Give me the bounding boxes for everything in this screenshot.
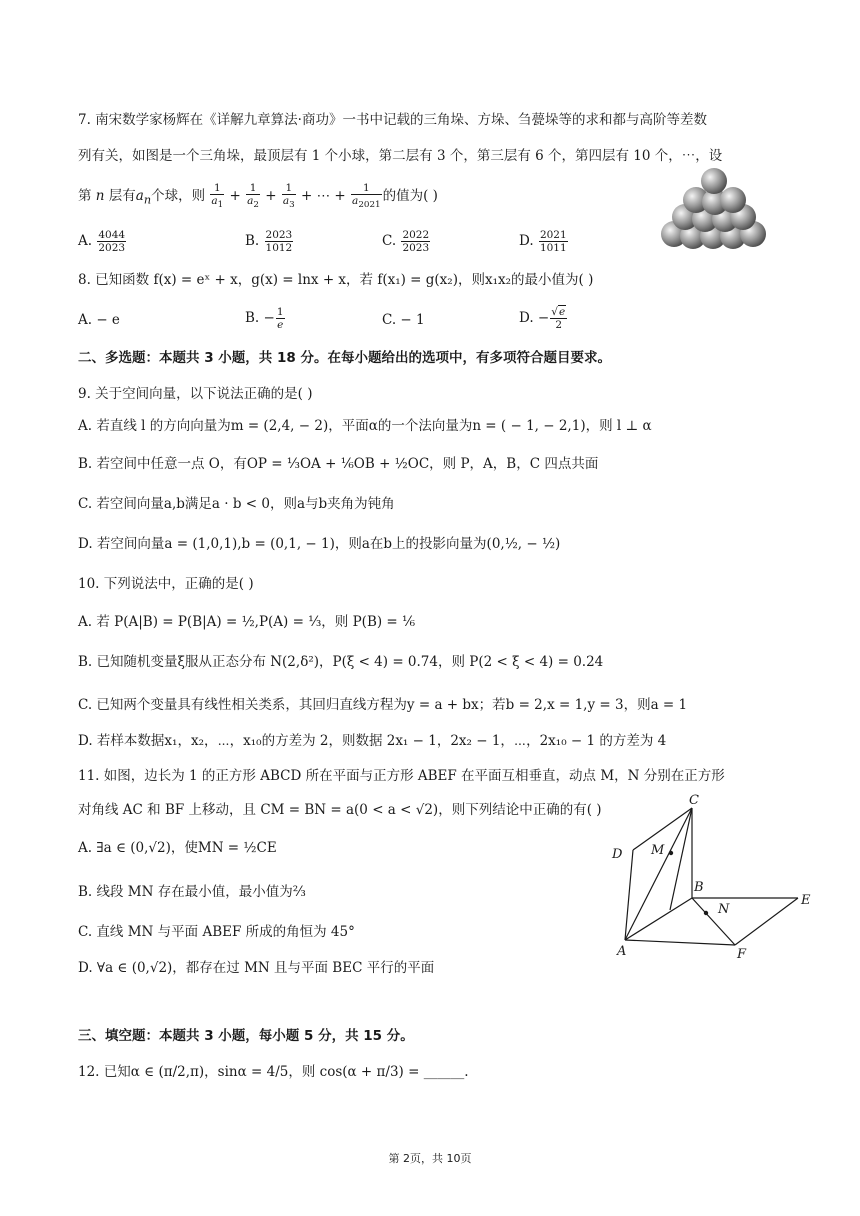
q7-option-c: C. $\frac{2022}{2023}$ (382, 229, 430, 254)
q8-stem: 8. 已知函数 f(x) = eˣ + x，g(x) = lnx + x，若 f(x₁) = g(x₂)，则x₁x₂的最小值为( ) (78, 272, 594, 288)
figure-label-a: A (617, 944, 627, 959)
figure-label-f: F (737, 947, 747, 962)
q8-option-d: D. − $\frac{√e}{2}$ (519, 306, 566, 331)
q10-option-c: C. 已知两个变量具有线性相关类系，其回归直线方程为y = a + bx；若b = 2,x = 1,y = 3，则a = 1 (78, 697, 688, 713)
two-squares-figure (605, 790, 820, 970)
q12-stem: 12. 已知α ∈ (π/2,π)，sinα = 4/5，则 cos(α + π/3) = ______. (78, 1064, 469, 1080)
q8-option-b: B. − $\frac{1}{e}$ (245, 306, 284, 331)
q7-option-a: A. $\frac{4044}{2023}$ (78, 229, 126, 254)
q11-line1: 11. 如图，边长为 1 的正方形 ABCD 所在平面与正方形 ABEF 在平面互相垂直，动点 M，N 分别在正方形 (78, 768, 725, 784)
section-fill-in-heading: 三、填空题：本题共 3 小题，每小题 5 分，共 15 分。 (78, 1028, 414, 1044)
q7-option-b: B. $\frac{2023}{1012}$ (245, 229, 293, 254)
q11-line2: 对角线 AC 和 BF 上移动，且 CM = BN = a(0 < a < √2)，则下列结论中正确的有( ) (78, 802, 602, 818)
q11-option-a: A. ∃a ∈ (0,√2)，使MN = ½CE (78, 840, 277, 856)
q11-option-c: C. 直线 MN 与平面 ABEF 所成的角恒为 45° (78, 924, 355, 940)
figure-label-m: M (651, 843, 665, 858)
q8-option-c: C. − 1 (382, 312, 425, 328)
q8-option-a: A. − e (78, 312, 120, 328)
q7-line3: 第 n 层有$a_n$个球，则 $\frac{1}{a_1}$ + $\frac{1}{a_2}$ + $\frac{1}{a_3}$ + ⋯ + $\frac{1}{a_{2021}}$ 的值为( ) (78, 182, 438, 211)
q10-option-b: B. 已知随机变量ξ服从正态分布 N(2,δ²)，P(ξ < 4) = 0.74，则 P(2 < ξ < 4) = 0.24 (78, 654, 604, 670)
q10-option-a: A. 若 P(A|B) = P(B|A) = ½,P(A) = ⅓，则 P(B) = ⅙ (78, 614, 416, 630)
q9-option-d: D. 若空间向量a = (1,0,1),b = (0,1, − 1)，则a在b上的投影向量为(0,½, − ½) (78, 536, 561, 552)
q9-option-b: B. 若空间中任意一点 O，有OP = ⅓OA + ⅙OB + ½OC，则 P，A，B，C 四点共面 (78, 456, 599, 472)
figure-label-d: D (612, 847, 623, 862)
q10-option-d: D. 若样本数据x₁，x₂，⋯，x₁₀的方差为 2，则数据 2x₁ − 1，2x₂ − 1，⋯，2x₁₀ − 1 的方差为 4 (78, 733, 667, 749)
q7-line2: 列有关，如图是一个三角垛，最顶层有 1 个小球，第二层有 3 个，第三层有 6 个，第四层有 10 个，⋯，设 (78, 148, 723, 164)
q11-option-b: B. 线段 MN 存在最小值，最小值为⅔ (78, 884, 306, 900)
figure-label-c: C (689, 793, 699, 808)
figure-label-n: N (718, 902, 730, 917)
q9-option-a: A. 若直线 l 的方向向量为m = (2,4, − 2)，平面α的一个法向量为n = ( − 1, − 2,1)，则 l ⊥ α (78, 418, 652, 434)
q9-option-c: C. 若空间向量a,b满足a · b < 0，则a与b夹角为钝角 (78, 496, 395, 512)
q9-stem: 9. 关于空间向量，以下说法正确的是( ) (78, 386, 313, 402)
figure-label-e: E (801, 893, 811, 908)
q11-option-d: D. ∀a ∈ (0,√2)，都存在过 MN 且与平面 BEC 平行的平面 (78, 960, 435, 976)
section-multiple-choice-heading: 二、多选题：本题共 3 小题，共 18 分。在每小题给出的选项中，有多项符合题目要求。 (78, 350, 611, 366)
figure-label-b: B (694, 880, 704, 895)
q7-option-d: D. $\frac{2021}{1011}$ (519, 229, 567, 254)
q10-stem: 10. 下列说法中，正确的是( ) (78, 576, 254, 592)
q7-line1: 7. 南宋数学家杨辉在《详解九章算法·商功》一书中记载的三角垛、方垛、刍甍垛等的求和都与高阶等差数 (78, 112, 707, 128)
page-footer: 第 2页，共 10页 (388, 1152, 472, 1165)
triangular-pile-figure (660, 165, 768, 253)
